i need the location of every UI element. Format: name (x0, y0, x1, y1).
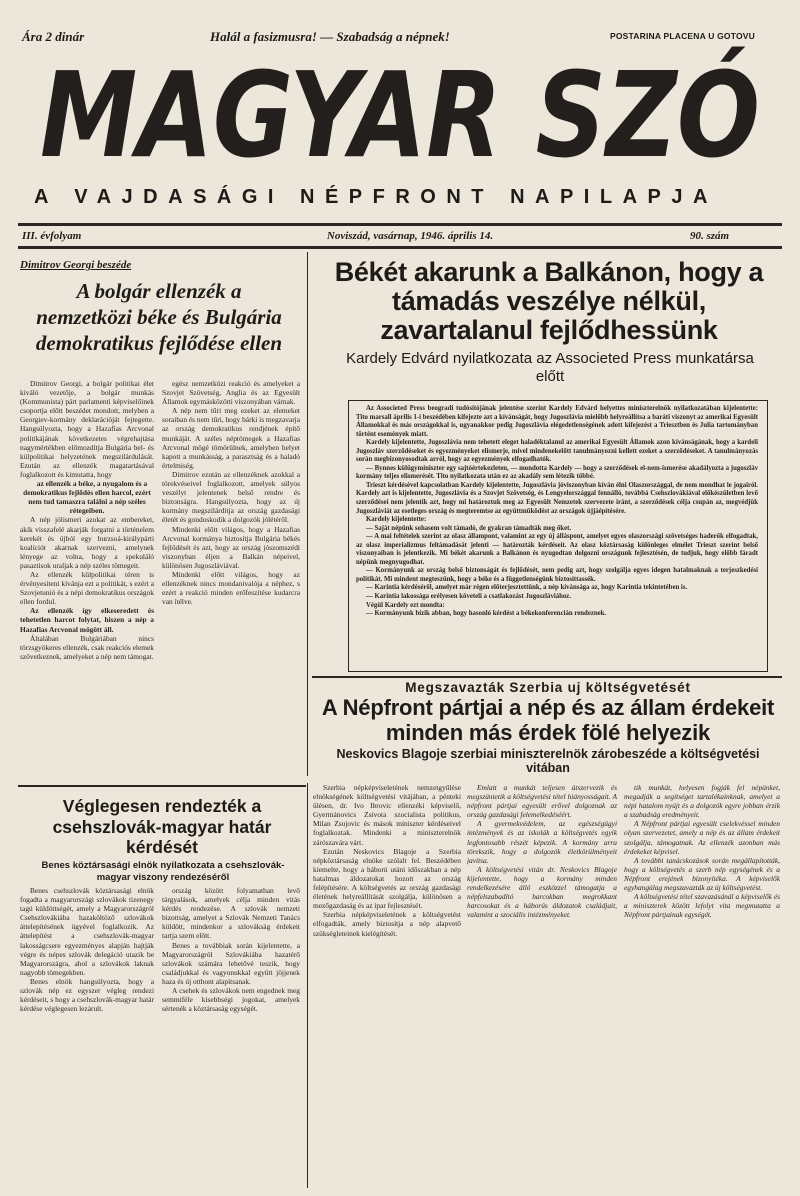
price: Ára 2 dinár (22, 29, 85, 44)
rule-below-dateline (18, 246, 782, 249)
czech-column-1: Benes csehszlovák köztársasági elnök fogadta a magyarországi szlovákok tizenegy tagú küldöttségét, amely a Magyarországról Csehszlovákiába hazaköltöző szlovákok áttelepítésének ügyével foglalkozik. Az áttelepítést a csehszlovák-magyar lakosságcsere egyezményes alapján hajtják végre és népes szlovák delegáció utazik be Magyarországra, ahol a szlovákok laknak nagyobb tömegekben. Benes elnök hangsúlyozta, hogy a szlovák nép ez egyszer végleg rendezi kérdéseit, s hogy a csehszlovák-magyar határ kérdése véglegesen lezárult. (20, 886, 154, 1014)
volume: III. évfolyam (22, 230, 82, 242)
column-divider-lower (307, 783, 308, 1188)
left-article-column-2: egész nemzetközi reakció és amelyeket a Szovjet Szövetség, Anglia és az Egyesült Államok egymásközötti viszonyában várnak. A nép nem tűri meg ezeket az elemeket soraiban és nem tűri, hogy bárki is megzavarja az ország demokratikus rendjének építő munkáját. A széles néptömegek a Hazafias Arcvonal mögé tömörülnek, amelyben helyet kapott a munkásság, a parasztság és a haladó értelmiség. Dimitrov ezután az ellenzéknek azokkal a törekvéseivel foglalkozott, amelyek súlyos veszélyt jelentenek belső rendre és biztonságra. Hangsúlyozta, hogy az új kormány megszilárdítja az ország gazdasági életét és gondoskodik a dolgozók jólétéről. Mindenki előtt világos, hogy a Hazafias Arcvonal kormánya biztosítja Bulgária békés fejlődését és azt, hogy az ország jószomszédi viszonyban éljen a Balkán népeivel, különösen Jugoszláviával. Mindenki előtt világos, hogy az ellenzéknek nincs mondanivalója a néphez, s ezért a reakció minden erőfeszítése kudarcra van ítélve. (162, 379, 300, 607)
czech-column-2: ország között folyamatban levő tárgyalások, amelyek célja minden vitás kérdés rendezése. A szlovák nemzeti bizottság, amelyet a Szlovák Nemzeti Tanács küldött, mindenkor a szlovákság érdekeit tartja szem előtt. Benes a továbbiak során kijelentette, a Magyarországról Szlovákiába hazatérő szlovákok számára lehetővé teszik, hogy családjukkal és vagyonukkal együtt jöjjenek haza és új otthont alapítsanak. A csehek és szlovákok nem engednek meg semmiféle kisebbségi jogokat, amelyek sértenék a köztársaság egységét. (162, 886, 300, 1014)
logo-title: MAGYAR SZÓ (40, 46, 760, 184)
rule-czech (18, 785, 306, 787)
left-kicker: Dimitrov Georgi beszéde (20, 259, 132, 271)
newspaper-logo (28, 38, 772, 186)
budget-column-2: Emlatt a munkát teljesen átszervezik és megszüntetik a költségvetési tétel hiányosságait. A népfront pártjai egyesült erővel dolgoznak az ország gazdasági felemelkedéséért. A gyermekvédelem, az egészségügyi intézmények és az iskolák a költségvetés egyik legfontosabb részét képezik. A kormány arra törekszik, hogy a dolgozók életkörülményeit javítsa. A költségvetési vitán dr. Neskovics Blagoje kijelentette, hogy a kormány minden rendelkezésére álló eszközzel támogatja a népfelszabadító harcokban megrokkant harcosokat és a háborús áldozatok családjait, valamint a szociális intézményeket. (467, 783, 617, 920)
main-subhead: Kardely Edvárd nyilatkozata az Associeted Press munkatársa előtt (346, 350, 754, 385)
budget-kicker: Megszavazták Szerbia uj költségvetését (405, 680, 691, 695)
budget-column-3: tik munkát, helyesen fogják fel népünket, megadják a segítséget tartalékainknak, amelyet a népi hatalom nyújt és a dolgozók egyre jobban érzik a szabadság eredményeit. A Népfront pártjai egyesült cselekvéssel minden olyan szervezetet, amely a nép és az állam érdekeit szolgálja, támogatnak. Az ellenzék azonban más érdekeket képvisel. A további tanácskozások során megállapították, hogy a költségvetés a szerb nép egységének és a Népfront erejének bizonyítéka. A képviselők egyhangúlag megszavazták az új költségvetést. A költségvetési tétel szavazásánál a képviselők és a miniszterek között lefolyt vita megmutatta a Népfront pártjainak egységét. (624, 783, 780, 920)
postage-note: POSTARINA PLACENA U GOTOVU (610, 31, 755, 41)
rule-top (18, 223, 782, 226)
column-divider (307, 252, 308, 776)
issue-number: 90. szám (690, 230, 730, 242)
logo-subtitle: A VAJDASÁGI NÉPFRONT NAPILAPJA (34, 186, 718, 208)
left-headline: A bolgár ellenzék a nemzetközi béke és Bulgária demokratikus fejlődése ellen (35, 279, 283, 355)
budget-subhead: Neskovics Blagoje szerbiai miniszterelnök zárobeszéde a költségvetési vitában (336, 747, 760, 775)
main-headline: Békét akarunk a Balkánon, hogy a támadás veszélye nélkül, zavartalanul fejlődhessünk (334, 257, 764, 345)
rule-budget (312, 676, 782, 678)
slogan: Halál a fasizmusra! — Szabadság a népnek! (210, 29, 450, 44)
czech-subhead: Benes köztársasági elnök nyilatkozata a csehszlovák-magyar viszony rendezéséről (41, 860, 285, 883)
dateline: Noviszád, vasárnap, 1946. április 14. (326, 230, 494, 242)
left-article-column-1: Dimitrov Georgi, a bolgár politikai élet kiváló vezetője, a bolgár munkás (Kommunista) párt parlamenti képviselőinek csoportja előtt beszédet mondott, melyben a Georgiev-kormány deklarációját fejtegette. Hangsúlyozta, hogy a Hazafias Arcvonal politikájának következetes végrehajtása nagymértékben előmozdítja Bulgária bel- és külpolitikai helyzetének megszilárdulását. Ezután az ellenzék magatartásával foglalkozott és kimutatta, hogy az ellenzék a béke, a nyugalom és a demokratikus fejlődés ellen harcol, ezért nem tud tamaszra találni a nép széles rétegeiben. A nép jólismeri azokat az embereket, akik visszafelé akarják forgatni a történelem kerekét és újból egy burzsoá-királypárti koalíciót akarnak szervezni, amelynek lényege az volna, hogy a spekuláló pasaztisok uraljak a nép széles tömegeit. Az ellenzék külpolitikai téren is érvényesíteni kívánja ezt a politikát, s ezért a Szovjetunió és a népi demokratikus országok ellen fordul. Az ellenzék így elkeseredett és tehetetlen harcot folytat, hiszen a nép a Hazafias Arcvonal mögött áll. Általában Bulgáriában nincs törzsgyökeres ellenzék, csak reakciós elemek szövetkeznek, amelyeket a nép nem támogat. (20, 379, 154, 661)
main-article-text: Az Associeted Press beogradi tudósítójának jelentése szerint Kardely Edvárd helyettes miniszterelnök nyilatkozatában kijelentette: Tito marsall április 1-i beszédében kifejezte azt a kívánságát, hogy Jugoszlávia mielőbb helyreállítsa a baráti viszonyt az amerikai Egyesült Államokkal és más országokkal is, ugyanakkor pedig Jugoszlávia elégedetlenségének adott kifejezést a Triesztben és Julia tartományban történt események miatt. Kardely kijelentette, Jugoszlávia nem tehetett eleget haladéktalanul az amerikai Egyesült Államok azon kívánságának, hogy a kardeli Jugoszláv szerződéseket és egyezményeket elismerje, mivel mindenekelőtt tanulmányozni kellett ezeket a szerződéseket. A tanulmányozás során megbizonyosodtak arról, hogy az egyezmények elfogadhatók. — Bynnes külügyminiszter egy sajtóértekezleten, — mondotta Kardely — hogy a szerződések el-nem-ismerése akadályozta a jugoszláv kormány teljes elismerését. Tito nyilatkozata után ez az akadály sem létezik többé. Trieszt kérdésével kapcsolatban Kardely kijelentette, Jugoszlávia jóviszonyban kíván élni Olaszországgal, de nem mondhat le jogairól. Kardely azt is kijelentette, Jugoszlávia és a Szovjet Szövetség, és Lengyelországgal fennálló, továbbá Csehszlovákiával előkészületben levő szerződései nem jelentik azt, hogy mi határoztuk meg az Egyesült Nemzetek szervezete iránt, a szerződések célja csupán az, megvédjük Jugoszláviát az esetleges ország és megteremtse az együttműködést az országok újjáépítésére. Kardely kijelentette: — Saját népünk sohasem volt támadó, de gyakran támadták meg őket. — A mai feltételek szerint az olasz állampont, valamint az egy új álláspont, amelyet egyes olaszországi szövetséges haderők elfogadtak, az olasz imperializmus feltámadását jelenti — határozták kérdéseit. Az olasz köztársaság különleges elmélet Trieszt szerint belső viszonyaiban is jelentkezik. Mi békét akarunk a Balkánon és nyugodtan dolgozni országunk fejlesztésén, de tudjuk, hogy előbb fáradt népünk megnyugodhat. — Kormányunk az ország belső biztonságát és fejlődését, nem pedig azt, hogy szolgálja egyes idegen hatalmaknak a terjeszkedési politikát. Mi mindent megteszünk, hogy a béke és a függetlenségünk biztosíttassék. — Karintia kérdéséről, amelyet már régen előterjesztettünk, a nép kívánsága az, hogy Karintia tekintetében is. — Karintia lakossága erélyesen követeli a csatlakozást Jugoszláviához. Végül Kardely ezt mondta: — Kormányunk bízik abban, hogy hasonló kérdést a békekonferencián rendeznek. (356, 405, 758, 618)
budget-column-1: Szerbia népképviseletének nemzetgyűlése elnökségének költségvetési vitájában, a pénteki ülésen, dr. Ivo Ibrovic ellenzéki képviselő, Gyermánovics Zsivota szocialista politikus, Milan Zsujovic és mások miniszter kérdéseivel foglalkoztak. Mindenki a miniszterelnök zárószavára várt. Ezután Neskovics Blagoje a Szerbia népköztársaság elnöke szólalt fel. Beszédében kiemelte, hogy a háború utáni időszakban a nép hatalmas áldozatokat hozott az ország felépítésére. A költségvetés az ország gazdasági életének helyreállítását szolgálja, különösen a mezőgazdaság és az ipar fejlesztését. Szerbia népképviseletének a költségvetést elfogadták, amely biztosítja a nép alapvető szükségleteinek kielégítését. (313, 783, 461, 938)
czech-headline: Véglegesen rendezték a csehszlovák-magyar határ kérdését (52, 796, 272, 857)
budget-headline: A Népfront pártjai a nép és az állam érdekeit minden más érdek fölé helyezik (321, 695, 775, 745)
